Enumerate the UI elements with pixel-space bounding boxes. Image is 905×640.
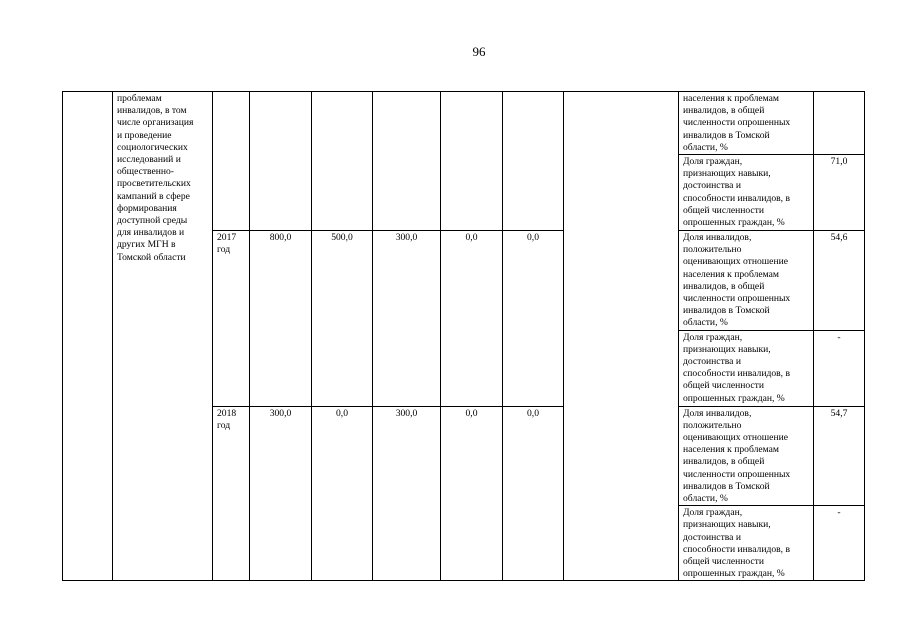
indicator-cell: Доля граждан, признающих навыки, достоинства и способности инвалидов, в общей численности опрошенных граждан, % [679,506,814,581]
indicator-cell: Доля граждан, признающих навыки, достоинства и способности инвалидов, в общей численности опрошенных граждан, % [679,330,814,406]
total-cell: 300,0 [250,406,312,581]
indicator-value-cell: 71,0 [814,155,865,231]
amount-cell: 0,0 [441,406,503,581]
indicator-cell: Доля инвалидов, положительно оценивающих отношение населения к проблемам инвалидов, в общей численности опрошенных инвалидов в Томской области, % [679,406,814,506]
indicator-value-cell: 54,7 [814,406,865,506]
amount-cell: 300,0 [373,231,441,407]
indicator-cell: населения к проблемам инвалидов, в общей численности опрошенных инвалидов в Томской области, % [679,92,814,155]
page-number: 96 [472,44,486,59]
year-cell: 2018 год [213,406,250,581]
indicator-cell: Доля граждан, признающих навыки, достоинства и способности инвалидов, в общей численности опрошенных граждан, % [679,155,814,231]
executor-cell [564,92,679,581]
amount-cell [312,92,373,231]
number-cell [63,92,113,581]
indicator-value-cell [814,92,865,155]
amount-cell [441,92,503,231]
amount-cell: 0,0 [441,231,503,407]
amount-cell [503,92,564,231]
amount-cell: 0,0 [312,406,373,581]
total-cell: 800,0 [250,231,312,407]
measure-name-cell: проблемам инвалидов, в том числе организация и проведение социологических исследований и общественно- просветительских кампаний в сфере формирования доступной среды для инвалидов и других МГН в Томской области [113,92,213,581]
amount-cell: 500,0 [312,231,373,407]
indicator-value-cell: - [814,506,865,581]
year-cell [213,92,250,231]
amount-cell [373,92,441,231]
indicator-value-cell: 54,6 [814,231,865,331]
year-cell: 2017 год [213,231,250,407]
total-cell [250,92,312,231]
indicator-value-cell: - [814,330,865,406]
amount-cell: 0,0 [503,406,564,581]
indicator-cell: Доля инвалидов, положительно оценивающих отношение населения к проблемам инвалидов, в общей численности опрошенных инвалидов в Томской области, % [679,231,814,331]
amount-cell: 300,0 [373,406,441,581]
amount-cell: 0,0 [503,231,564,407]
program-table [62,91,865,581]
table-row [63,92,865,155]
